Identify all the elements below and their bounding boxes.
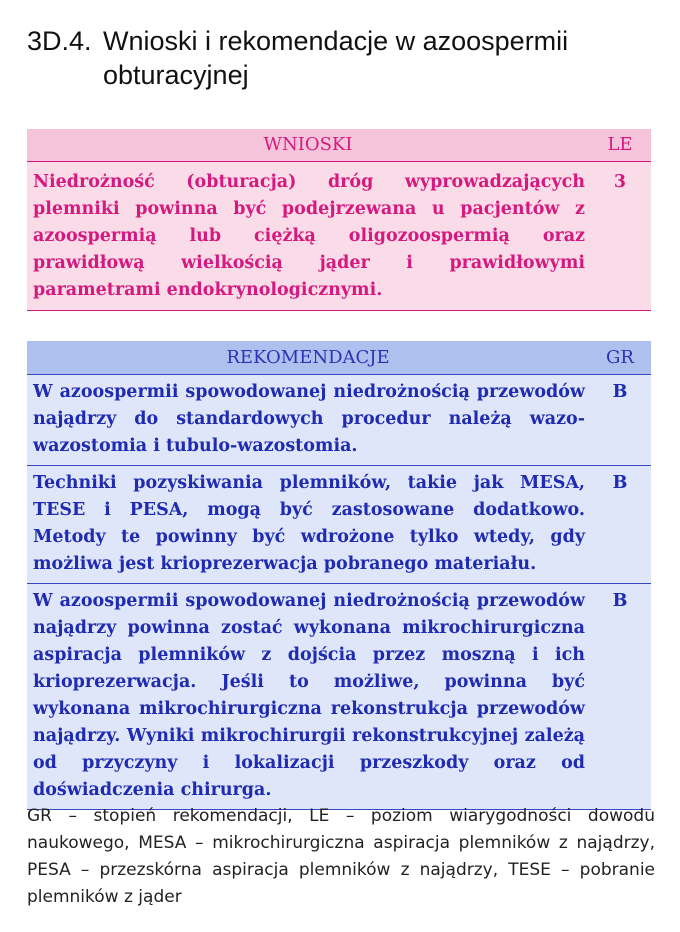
footnote-abbreviations: GR – stopień rekomendacji, LE – poziom wiarygodności dowodu naukowego, MESA – mikrochirurgiczna aspiracja plemników z najądrzy, PESA – przezskórna aspiracja plemników z najądrzy, TESE – pobranie plemników z jąder — [27, 806, 655, 907]
recommendation-text: Techniki pozyskiwania plemników, takie jak MESA, TESE i PESA, mogą być zastosowane dodatkowo. Metody te powinny być wdrożone tylko wtedy, gdy możliwa jest krioprezerwacja pobranego materiału. — [27, 466, 589, 584]
section-number: 3D.4. — [27, 26, 92, 56]
recommendations-header-row — [27, 341, 651, 375]
section-heading — [27, 24, 657, 92]
recommendations-header-grade: GR — [589, 341, 651, 375]
conclusions-header-level: LE — [589, 129, 651, 162]
table-row — [27, 162, 651, 311]
table-row — [27, 466, 651, 584]
table-row — [27, 584, 651, 810]
recommendation-text: W azoospermii spowodowanej niedrożnością przewodów najądrzy powinna zostać wykonana mikrochirurgiczna aspiracja plemników z dojścia przez moszną i ich krioprezerwacja. Jeśli to możliwe, powinna być wykonana mikrochirurgiczna rekonstrukcja przewodów najądrzy. Wyniki mikrochirurgii rekonstrukcyjnej zależą od przyczyny i lokalizacji przeszkody oraz od doświadczenia chirurga. — [27, 584, 589, 810]
conclusions-header-label: WNIOSKI — [27, 129, 589, 162]
conclusion-text: Niedrożność (obturacja) dróg wyprowadzających plemniki powinna być podejrzewana u pacjentów z azoospermią lub ciężką oligozoospermią oraz prawidłową wielkością jąder i prawidłowymi parametrami endokrynologicznymi. — [27, 162, 589, 311]
recommendation-grade: B — [589, 375, 651, 466]
recommendation-grade: B — [589, 466, 651, 584]
conclusions-header-row — [27, 129, 651, 162]
recommendation-text: W azoospermii spowodowanej niedrożnością przewodów najądrzy do standardowych procedur należą wazo-wazostomia i tubulo-wazostomia. — [27, 375, 589, 466]
conclusion-level: 3 — [589, 162, 651, 311]
recommendations-table — [27, 341, 651, 810]
conclusions-table — [27, 129, 651, 311]
recommendation-grade: B — [589, 584, 651, 810]
recommendations-header-label: REKOMENDACJE — [27, 341, 589, 375]
table-row — [27, 375, 651, 466]
section-title: Wnioski i rekomendacje w azoospermii obturacyjnej — [103, 26, 569, 90]
